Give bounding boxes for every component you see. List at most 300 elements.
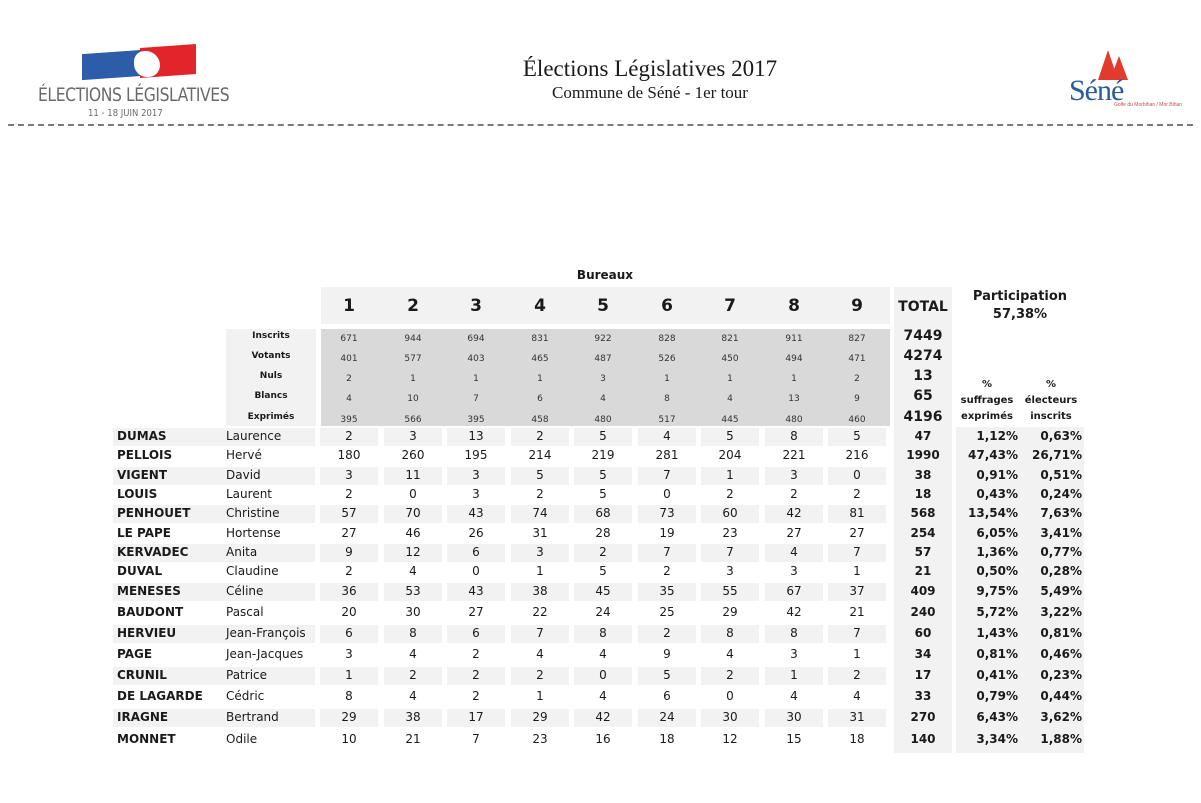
stat-cell: 460: [848, 415, 866, 425]
vote-cell: 46: [405, 526, 421, 540]
pct-inscrits: 7,63%: [1040, 506, 1082, 520]
vote-cell: 8: [345, 689, 353, 703]
vote-cell: 67: [786, 584, 802, 598]
french-flag-icon: [82, 46, 194, 78]
candidate-first-name: Laurence: [226, 429, 282, 443]
stat-cell: 4: [727, 394, 733, 404]
vote-cell: 21: [849, 605, 865, 619]
pct-exprimes: 0,91%: [976, 468, 1018, 482]
candidate-first-name: Céline: [226, 584, 264, 598]
vote-cell: 42: [595, 710, 611, 724]
vote-cell: 0: [726, 689, 734, 703]
vote-cell: 7: [472, 732, 480, 746]
vote-cell: 36: [341, 584, 357, 598]
vote-cell: 7: [853, 626, 861, 640]
vote-cell: 180: [337, 448, 361, 462]
candidate-first-name: Odile: [226, 732, 258, 746]
bureau-header-3: 3: [470, 296, 482, 316]
sene-logo: [1064, 50, 1183, 112]
vote-cell: 8: [790, 626, 798, 640]
vote-cell: 2: [726, 487, 734, 501]
pct-inscrits: 5,49%: [1040, 584, 1082, 598]
vote-cell: 0: [599, 668, 607, 682]
candidate-total: 38: [914, 468, 932, 482]
vote-cell: 3: [726, 564, 734, 578]
vote-cell: 7: [663, 545, 671, 559]
stat-cell: 1: [727, 374, 733, 384]
vote-cell: 74: [532, 506, 548, 520]
vote-cell: 2: [472, 647, 480, 661]
vote-cell: 2: [790, 487, 798, 501]
stat-total: 13: [913, 368, 933, 384]
vote-cell: 3: [472, 487, 480, 501]
candidate-first-name: Jean-Jacques: [226, 647, 304, 661]
pct-inscrits: 0,23%: [1040, 668, 1082, 682]
vote-cell: 81: [849, 506, 865, 520]
vote-cell: 20: [341, 605, 357, 619]
pct-exprimes: 0,79%: [976, 689, 1018, 703]
pct-inscrits: 0,77%: [1040, 545, 1082, 559]
stat-total: 7449: [903, 328, 943, 344]
stat-cell: 3: [600, 374, 606, 384]
stat-cell: 465: [531, 354, 549, 364]
stat-cell: 6: [537, 394, 543, 404]
pct-inscrits: 3,22%: [1040, 605, 1082, 619]
candidate-total: 34: [914, 647, 932, 661]
candidate-total: 60: [914, 626, 932, 640]
vote-cell: 2: [345, 429, 353, 443]
bureau-header-4: 4: [534, 296, 546, 316]
vote-cell: 4: [790, 689, 798, 703]
stat-label: Exprimés: [247, 412, 295, 422]
vote-cell: 3: [345, 468, 353, 482]
total-header: TOTAL: [898, 299, 948, 315]
bureaux-group-label: Bureaux: [576, 268, 634, 282]
vote-cell: 216: [845, 448, 869, 462]
vote-cell: 2: [409, 668, 417, 682]
vote-cell: 3: [790, 468, 798, 482]
candidate-total: 57: [914, 545, 932, 559]
vote-cell: 42: [786, 605, 802, 619]
candidate-last-name: MENESES: [117, 584, 181, 598]
vote-cell: 29: [341, 710, 357, 724]
stat-cell: 577: [404, 354, 422, 364]
vote-cell: 3: [790, 647, 798, 661]
bureau-header-5: 5: [597, 296, 609, 316]
stat-cell: 401: [340, 354, 358, 364]
vote-cell: 2: [536, 487, 544, 501]
vote-cell: 281: [655, 448, 679, 462]
candidate-last-name: LE PAPE: [117, 526, 171, 540]
candidate-last-name: LOUIS: [117, 487, 158, 501]
vote-cell: 27: [786, 526, 802, 540]
stat-cell: 480: [785, 415, 803, 425]
candidate-last-name: VIGENT: [117, 468, 168, 482]
vote-cell: 5: [536, 468, 544, 482]
participation-block: [955, 288, 1085, 324]
vote-cell: 24: [595, 605, 611, 619]
vote-cell: 2: [663, 564, 671, 578]
stat-cell: 9: [854, 394, 860, 404]
vote-cell: 6: [663, 689, 671, 703]
candidate-first-name: Bertrand: [226, 710, 279, 724]
vote-cell: 5: [599, 487, 607, 501]
vote-cell: 260: [401, 448, 425, 462]
vote-cell: 53: [405, 584, 421, 598]
vote-cell: 4: [599, 689, 607, 703]
vote-cell: 7: [726, 545, 734, 559]
vote-cell: 8: [409, 626, 417, 640]
candidate-last-name: PAGE: [117, 647, 153, 661]
vote-cell: 35: [659, 584, 675, 598]
bureau-header-2: 2: [407, 296, 419, 316]
participation-label: Participation: [972, 289, 1068, 304]
vote-cell: 30: [786, 710, 802, 724]
vote-cell: 45: [595, 584, 611, 598]
vote-cell: 21: [405, 732, 421, 746]
vote-cell: 13: [468, 429, 484, 443]
vote-cell: 2: [472, 668, 480, 682]
candidate-total: 254: [910, 526, 936, 540]
stat-cell: 487: [594, 354, 612, 364]
vote-cell: 27: [849, 526, 865, 540]
page-header: [0, 0, 1201, 130]
bureau-header-8: 8: [788, 296, 800, 316]
candidate-last-name: PENHOUET: [117, 506, 191, 520]
candidate-first-name: Patrice: [226, 668, 268, 682]
vote-cell: 4: [536, 647, 544, 661]
stat-total: 4196: [903, 409, 943, 425]
pct-inscrits: 0,28%: [1040, 564, 1082, 578]
vote-cell: 2: [853, 487, 861, 501]
vote-cell: 57: [341, 506, 357, 520]
candidate-first-name: Hortense: [226, 526, 281, 540]
vote-cell: 1: [536, 689, 544, 703]
stat-cell: 821: [721, 334, 739, 344]
stat-cell: 4: [346, 394, 352, 404]
pct-inscrits: 3,41%: [1040, 526, 1082, 540]
vote-cell: 1: [345, 668, 353, 682]
pct-inscrits: 0,46%: [1040, 647, 1082, 661]
stat-cell: 4: [600, 394, 606, 404]
pct-inscrits: 0,24%: [1040, 487, 1082, 501]
vote-cell: 8: [726, 626, 734, 640]
vote-cell: 7: [853, 545, 861, 559]
vote-cell: 42: [786, 506, 802, 520]
vote-cell: 4: [599, 647, 607, 661]
vote-cell: 3: [345, 647, 353, 661]
candidate-total: 568: [910, 506, 936, 520]
vote-cell: 2: [663, 626, 671, 640]
vote-cell: 5: [599, 429, 607, 443]
vote-cell: 4: [409, 647, 417, 661]
stat-cell: 471: [848, 354, 866, 364]
document-title: Élections Législatives 2017: [522, 56, 778, 81]
vote-cell: 73: [659, 506, 675, 520]
stat-cell: 480: [594, 415, 612, 425]
pct-exprimes: 3,34%: [976, 732, 1018, 746]
stat-cell: 1: [410, 374, 416, 384]
vote-cell: 4: [409, 689, 417, 703]
candidate-total: 18: [914, 487, 932, 501]
vote-cell: 37: [849, 584, 865, 598]
stat-cell: 566: [404, 415, 422, 425]
stat-cell: 403: [467, 354, 485, 364]
vote-cell: 23: [532, 732, 548, 746]
stat-cell: 445: [721, 415, 739, 425]
candidate-first-name: David: [226, 468, 261, 482]
header-divider: [8, 124, 1193, 126]
candidate-last-name: MONNET: [117, 732, 176, 746]
vote-cell: 4: [409, 564, 417, 578]
vote-cell: 5: [663, 668, 671, 682]
stat-cell: 395: [467, 415, 485, 425]
bureau-header-7: 7: [724, 296, 736, 316]
stat-cell: 517: [658, 415, 676, 425]
logo-dates: 11 - 18 JUIN 2017: [88, 108, 163, 119]
vote-cell: 17: [468, 710, 484, 724]
sene-logo-text: Séné: [1069, 74, 1124, 107]
vote-cell: 18: [659, 732, 675, 746]
candidate-total: 270: [910, 710, 936, 724]
stat-cell: 694: [467, 334, 485, 344]
stat-cell: 2: [854, 374, 860, 384]
candidate-last-name: PELLOIS: [117, 448, 173, 462]
vote-cell: 195: [464, 448, 488, 462]
candidate-total: 240: [910, 605, 936, 619]
bureau-header-1: 1: [343, 296, 355, 316]
candidate-last-name: KERVADEC: [117, 545, 189, 559]
vote-cell: 18: [849, 732, 865, 746]
vote-cell: 31: [532, 526, 548, 540]
stat-total: 4274: [903, 348, 943, 364]
stat-cell: 1: [791, 374, 797, 384]
vote-cell: 3: [472, 468, 480, 482]
bureau-header-9: 9: [851, 296, 863, 316]
pct-exprimes: 13,54%: [968, 506, 1018, 520]
stat-cell: 526: [658, 354, 676, 364]
vote-cell: 10: [341, 732, 357, 746]
candidate-total: 21: [914, 564, 932, 578]
stat-label: Inscrits: [252, 331, 290, 341]
pct-inscrits: 0,44%: [1040, 689, 1082, 703]
vote-cell: 11: [405, 468, 421, 482]
vote-cell: 23: [722, 526, 738, 540]
vote-cell: 5: [726, 429, 734, 443]
candidate-total: 17: [914, 668, 932, 682]
stat-cell: 10: [407, 394, 419, 404]
vote-cell: 24: [659, 710, 675, 724]
stat-cell: 2: [346, 374, 352, 384]
vote-cell: 22: [532, 605, 548, 619]
candidate-last-name: CRUNIL: [117, 668, 167, 682]
pct-inscrits-header: % électeurs inscrits: [1024, 379, 1078, 422]
vote-cell: 38: [532, 584, 548, 598]
vote-cell: 70: [405, 506, 421, 520]
stat-cell: 922: [594, 334, 612, 344]
stat-cell: 395: [340, 415, 358, 425]
stat-cell: 7: [473, 394, 479, 404]
pct-inscrits: 26,71%: [1032, 448, 1082, 462]
vote-cell: 68: [595, 506, 611, 520]
vote-cell: 27: [341, 526, 357, 540]
vote-cell: 0: [663, 487, 671, 501]
vote-cell: 3: [536, 545, 544, 559]
vote-cell: 31: [849, 710, 865, 724]
vote-cell: 8: [599, 626, 607, 640]
stat-label: Nuls: [259, 371, 283, 381]
vote-cell: 5: [853, 429, 861, 443]
candidate-total: 1990: [906, 448, 940, 462]
pct-exprimes: 0,41%: [976, 668, 1018, 682]
vote-cell: 7: [536, 626, 544, 640]
candidate-first-name: Anita: [226, 545, 258, 559]
candidate-first-name: Laurent: [226, 487, 273, 501]
vote-cell: 4: [663, 429, 671, 443]
vote-cell: 12: [722, 732, 738, 746]
stat-cell: 828: [658, 334, 676, 344]
pct-exprimes: 1,43%: [976, 626, 1018, 640]
stat-cell: 1: [537, 374, 543, 384]
pct-inscrits: 3,62%: [1040, 710, 1082, 724]
vote-cell: 12: [405, 545, 421, 559]
vote-cell: 19: [659, 526, 675, 540]
stat-cell: 8: [664, 394, 670, 404]
candidate-first-name: Hervé: [226, 448, 262, 462]
stat-cell: 450: [721, 354, 739, 364]
stat-cell: 458: [531, 415, 549, 425]
pct-exprimes: 0,43%: [976, 487, 1018, 501]
vote-cell: 6: [472, 545, 480, 559]
vote-cell: 25: [659, 605, 675, 619]
vote-cell: 221: [782, 448, 806, 462]
vote-cell: 2: [345, 487, 353, 501]
stat-cell: 671: [340, 334, 358, 344]
stat-cell: 911: [785, 334, 803, 344]
stat-label: Blancs: [254, 391, 288, 401]
stat-cell: 827: [848, 334, 866, 344]
vote-cell: 214: [528, 448, 552, 462]
pct-exprimes: 6,43%: [976, 710, 1018, 724]
vote-cell: 1: [790, 668, 798, 682]
vote-cell: 1: [853, 647, 861, 661]
bureau-header-6: 6: [661, 296, 673, 316]
candidate-total: 33: [914, 689, 932, 703]
vote-cell: 6: [472, 626, 480, 640]
vote-cell: 204: [718, 448, 742, 462]
elections-logo: [38, 44, 230, 122]
vote-cell: 1: [726, 468, 734, 482]
vote-cell: 1: [536, 564, 544, 578]
vote-cell: 29: [722, 605, 738, 619]
vote-cell: 8: [790, 429, 798, 443]
vote-cell: 7: [663, 468, 671, 482]
candidate-last-name: DUMAS: [117, 429, 167, 443]
vote-cell: 55: [722, 584, 738, 598]
vote-cell: 38: [405, 710, 421, 724]
vote-cell: 2: [536, 429, 544, 443]
vote-cell: 2: [726, 668, 734, 682]
candidate-last-name: DE LAGARDE: [117, 689, 203, 703]
stat-total: 65: [913, 388, 933, 404]
candidate-first-name: Pascal: [226, 605, 264, 619]
pct-exprimes-header: % suffrages exprimés: [960, 379, 1014, 422]
pct-exprimes: 6,05%: [976, 526, 1018, 540]
candidate-total: 140: [910, 732, 936, 746]
candidate-last-name: DUVAL: [117, 564, 163, 578]
candidate-first-name: Claudine: [226, 564, 279, 578]
vote-cell: 0: [409, 487, 417, 501]
vote-cell: 16: [595, 732, 611, 746]
candidate-first-name: Christine: [226, 506, 280, 520]
pct-exprimes: 1,36%: [976, 545, 1018, 559]
vote-cell: 0: [853, 468, 861, 482]
vote-cell: 3: [409, 429, 417, 443]
vote-cell: 6: [345, 626, 353, 640]
vote-cell: 15: [786, 732, 802, 746]
candidate-first-name: Cédric: [226, 689, 265, 703]
candidate-first-name: Jean-François: [226, 626, 306, 640]
vote-cell: 3: [790, 564, 798, 578]
candidate-last-name: IRAGNE: [117, 710, 169, 724]
vote-cell: 43: [468, 584, 484, 598]
candidate-last-name: HERVIEU: [117, 626, 177, 640]
vote-cell: 2: [536, 668, 544, 682]
pct-inscrits: 0,63%: [1040, 429, 1082, 443]
vote-cell: 2: [345, 564, 353, 578]
vote-cell: 4: [853, 689, 861, 703]
vote-cell: 30: [405, 605, 421, 619]
candidate-last-name: BAUDONT: [117, 605, 184, 619]
vote-cell: 9: [345, 545, 353, 559]
stat-cell: 494: [785, 354, 803, 364]
stat-cell: 1: [664, 374, 670, 384]
pct-exprimes: 0,81%: [976, 647, 1018, 661]
pct-exprimes: 47,43%: [968, 448, 1018, 462]
sene-logo-tagline: Golfe du Morbihan / Mor Bihan: [1114, 102, 1183, 108]
vote-cell: 60: [722, 506, 738, 520]
pct-exprimes: 9,75%: [976, 584, 1018, 598]
logo-title: ÉLECTIONS LÉGISLATIVES: [38, 84, 230, 106]
candidate-total: 47: [914, 429, 932, 443]
document-subtitle: Commune de Séné - 1er tour: [552, 83, 748, 102]
vote-cell: 27: [468, 605, 484, 619]
vote-cell: 28: [595, 526, 611, 540]
vote-cell: 2: [599, 545, 607, 559]
stat-cell: 1: [473, 374, 479, 384]
pct-exprimes: 1,12%: [976, 429, 1018, 443]
stat-label: Votants: [251, 351, 291, 361]
vote-cell: 43: [468, 506, 484, 520]
vote-cell: 26: [468, 526, 484, 540]
pct-exprimes: 0,50%: [976, 564, 1018, 578]
vote-cell: 9: [663, 647, 671, 661]
vote-cell: 1: [853, 564, 861, 578]
pct-inscrits: 0,51%: [1040, 468, 1082, 482]
stat-cell: 13: [788, 394, 800, 404]
vote-cell: 5: [599, 468, 607, 482]
pct-inscrits: 0,81%: [1040, 626, 1082, 640]
pct-exprimes: 5,72%: [976, 605, 1018, 619]
vote-cell: 2: [853, 668, 861, 682]
vote-cell: 4: [726, 647, 734, 661]
vote-cell: 4: [790, 545, 798, 559]
candidate-total: 409: [910, 584, 936, 598]
vote-cell: 219: [591, 448, 615, 462]
vote-cell: 2: [472, 689, 480, 703]
vote-cell: 0: [472, 564, 480, 578]
document-title-block: [400, 56, 900, 104]
